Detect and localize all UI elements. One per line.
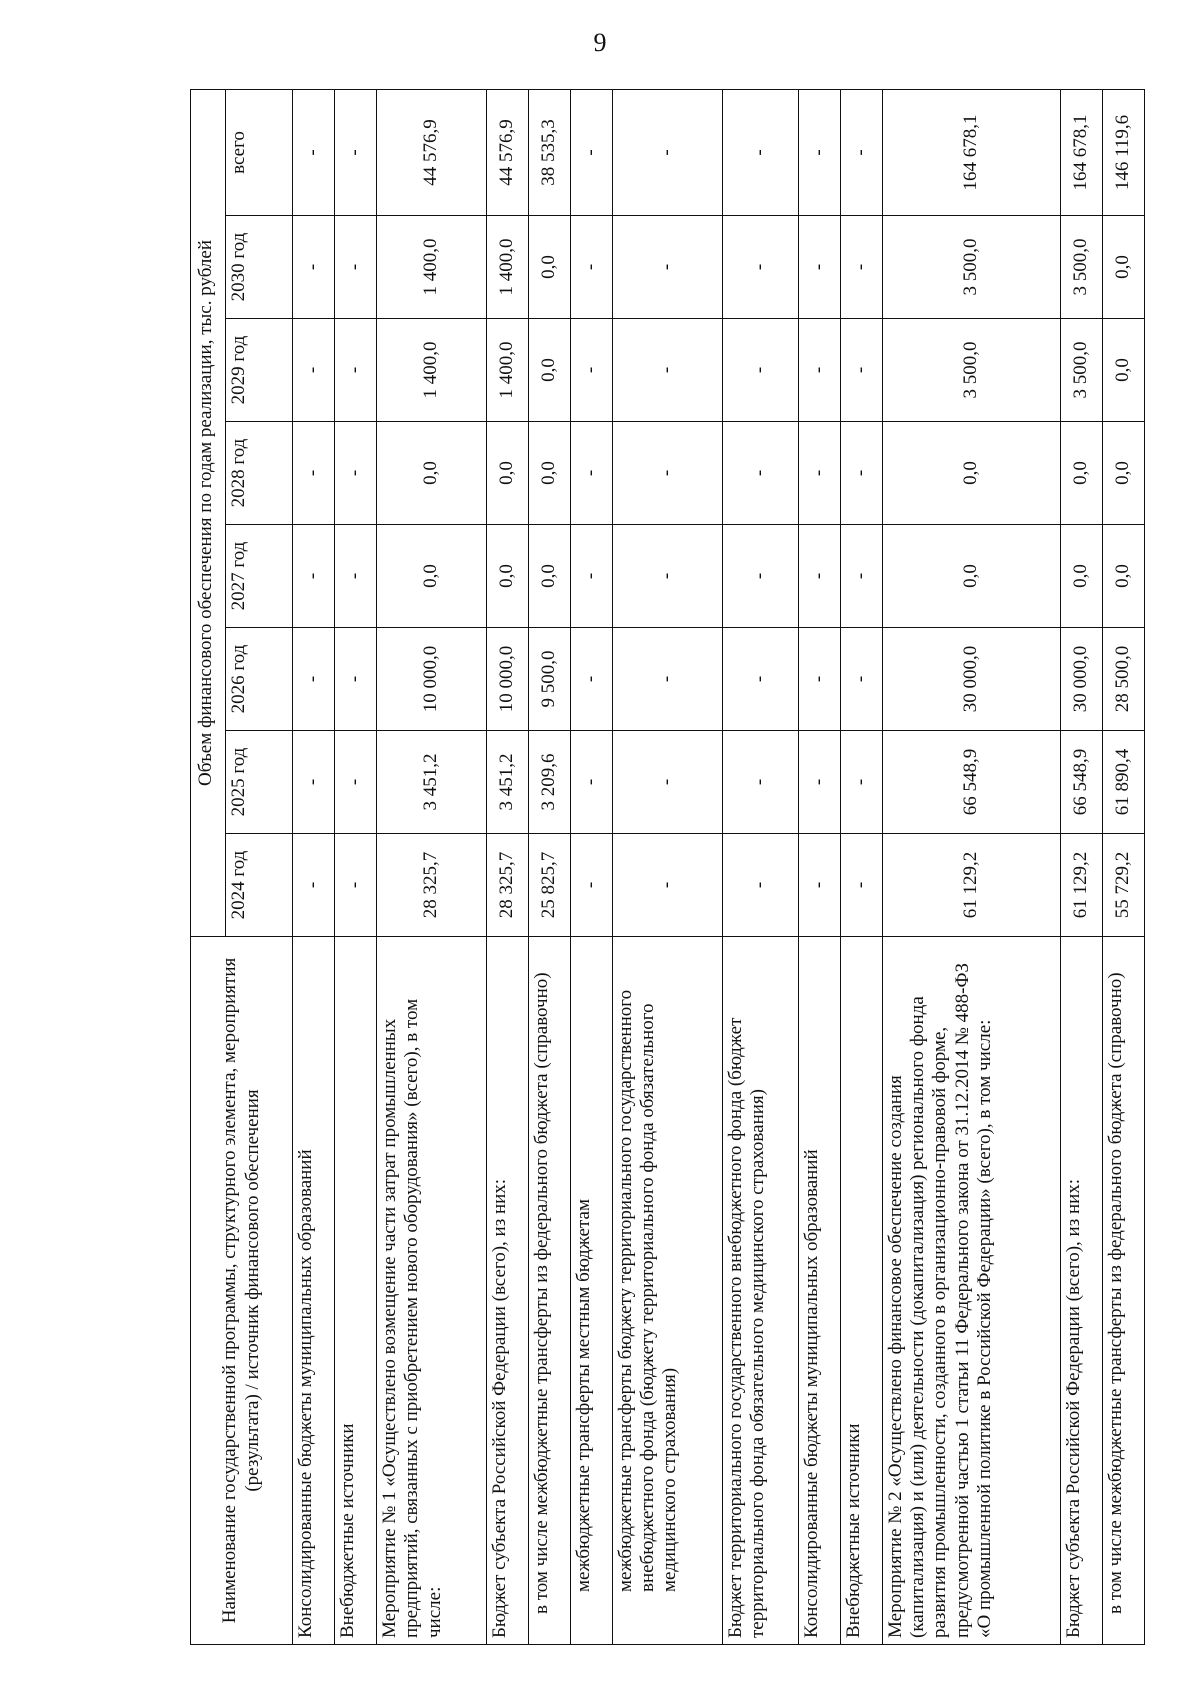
value-cell: - <box>722 628 798 731</box>
total-cell: - <box>798 89 840 215</box>
value-cell: - <box>612 422 722 525</box>
header-year: 2025 год <box>226 731 293 834</box>
value-cell: 1 400,0 <box>486 319 528 422</box>
value-cell: - <box>570 422 612 525</box>
value-cell: - <box>798 216 840 319</box>
total-cell: - <box>293 89 335 215</box>
value-cell: 1 400,0 <box>486 216 528 319</box>
value-cell: 25 825,7 <box>528 834 570 937</box>
value-cell: - <box>798 834 840 937</box>
value-cell: 28 325,7 <box>376 834 486 937</box>
header-total: всего <box>226 89 293 215</box>
value-cell: - <box>334 834 376 937</box>
value-cell: - <box>334 422 376 525</box>
value-cell: - <box>840 834 882 937</box>
value-cell: 66 548,9 <box>882 731 1061 834</box>
header-year: 2029 год <box>226 319 293 422</box>
value-cell: 9 500,0 <box>528 628 570 731</box>
table-row <box>334 89 376 1644</box>
value-cell: - <box>612 216 722 319</box>
value-cell: 0,0 <box>1103 319 1145 422</box>
table-row <box>840 89 882 1644</box>
value-cell: - <box>798 525 840 628</box>
value-cell: - <box>293 525 335 628</box>
value-cell: - <box>612 319 722 422</box>
value-cell: 0,0 <box>528 422 570 525</box>
header-year: 2030 год <box>226 216 293 319</box>
value-cell: - <box>722 731 798 834</box>
value-cell: - <box>840 422 882 525</box>
row-name-cell: в том числе межбюджетные трансферты из федерального бюджета (справочно) <box>1103 937 1145 1645</box>
value-cell: 10 000,0 <box>376 628 486 731</box>
value-cell: 0,0 <box>882 525 1061 628</box>
value-cell: 0,0 <box>882 422 1061 525</box>
value-cell: 0,0 <box>376 422 486 525</box>
value-cell: 3 500,0 <box>1061 216 1103 319</box>
value-cell: - <box>798 731 840 834</box>
value-cell: 0,0 <box>528 216 570 319</box>
value-cell: - <box>293 319 335 422</box>
value-cell: - <box>293 422 335 525</box>
table-row <box>486 89 528 1644</box>
value-cell: 0,0 <box>528 525 570 628</box>
value-cell: - <box>612 834 722 937</box>
value-cell: 3 451,2 <box>486 731 528 834</box>
table-row <box>528 89 570 1644</box>
value-cell: - <box>570 731 612 834</box>
row-name-cell: межбюджетные трансферты местным бюджетам <box>570 937 612 1645</box>
row-name-cell: Мероприятие № 2 «Осуществлено финансовое обеспечение создания (капитализация) и (или) деятельности (докапитализация) регионального фонда развития промышленности, созданного в организационно-правовой форме, предусмотренной частью 1 статьи 11 Федерального закона от 31.12.2014 № 488-ФЗ «О промышленной политике в Российской Федерации» (всего), в том числе: <box>882 937 1061 1645</box>
value-cell: 3 500,0 <box>1061 319 1103 422</box>
header-row-group <box>191 89 226 1644</box>
value-cell: 28 500,0 <box>1103 628 1145 731</box>
table-body <box>293 89 1145 1644</box>
value-cell: 30 000,0 <box>1061 628 1103 731</box>
total-cell: - <box>722 89 798 215</box>
header-name-column: Наименование государственной программы, структурного элемента, мероприятия (результата) / источник финансового обеспечения <box>191 937 293 1645</box>
row-name-cell: Бюджет субъекта Российской Федерации (всего), из них: <box>486 937 528 1645</box>
value-cell: - <box>798 422 840 525</box>
row-name-cell: Внебюджетные источники <box>334 937 376 1645</box>
value-cell: 66 548,9 <box>1061 731 1103 834</box>
value-cell: - <box>612 525 722 628</box>
table-row <box>798 89 840 1644</box>
value-cell: - <box>570 216 612 319</box>
value-cell: 0,0 <box>1103 216 1145 319</box>
table-row <box>612 89 722 1644</box>
value-cell: 0,0 <box>1061 422 1103 525</box>
value-cell: 1 400,0 <box>376 216 486 319</box>
value-cell: 1 400,0 <box>376 319 486 422</box>
value-cell: - <box>570 319 612 422</box>
row-name-cell: Мероприятие № 1 «Осуществлено возмещение части затрат промышленных предприятий, связанных с приобретением нового оборудования» (всего), в том числе: <box>376 937 486 1645</box>
value-cell: 3 500,0 <box>882 319 1061 422</box>
total-cell: 44 576,9 <box>486 89 528 215</box>
header-year: 2024 год <box>226 834 293 937</box>
value-cell: - <box>722 422 798 525</box>
value-cell: 28 325,7 <box>486 834 528 937</box>
value-cell: 0,0 <box>1103 525 1145 628</box>
table-row <box>882 89 1061 1644</box>
value-cell: 0,0 <box>1061 525 1103 628</box>
value-cell: - <box>840 216 882 319</box>
value-cell: - <box>798 628 840 731</box>
page-number: 9 <box>593 28 607 57</box>
value-cell: - <box>840 731 882 834</box>
row-name-cell: Внебюджетные источники <box>840 937 882 1645</box>
value-cell: - <box>612 731 722 834</box>
table-row <box>570 89 612 1644</box>
value-cell: - <box>334 731 376 834</box>
total-cell: 164 678,1 <box>882 89 1061 215</box>
value-cell: - <box>334 216 376 319</box>
header-group-title: Объем финансового обеспечения по годам реализации, тыс. рублей <box>191 89 226 936</box>
table-row <box>1103 89 1145 1644</box>
value-cell: 61 129,2 <box>1061 834 1103 937</box>
value-cell: 0,0 <box>486 422 528 525</box>
value-cell: - <box>840 319 882 422</box>
value-cell: 3 209,6 <box>528 731 570 834</box>
value-cell: 55 729,2 <box>1103 834 1145 937</box>
value-cell: 3 451,2 <box>376 731 486 834</box>
total-cell: - <box>612 89 722 215</box>
value-cell: - <box>722 216 798 319</box>
total-cell: 38 535,3 <box>528 89 570 215</box>
total-cell: 146 119,6 <box>1103 89 1145 215</box>
finance-table <box>190 89 1145 1645</box>
value-cell: - <box>798 319 840 422</box>
value-cell: - <box>722 834 798 937</box>
row-name-cell: Бюджет субъекта Российской Федерации (всего), из них: <box>1061 937 1103 1645</box>
value-cell: - <box>570 628 612 731</box>
total-cell: 164 678,1 <box>1061 89 1103 215</box>
row-name-cell: Бюджет территориального государственного внебюджетного фонда (бюджет территориального фонда обязательного медицинского страхования) <box>722 937 798 1645</box>
value-cell: - <box>334 628 376 731</box>
value-cell: - <box>334 525 376 628</box>
value-cell: 0,0 <box>1103 422 1145 525</box>
value-cell: 61 129,2 <box>882 834 1061 937</box>
row-name-cell: Консолидированные бюджеты муниципальных образований <box>293 937 335 1645</box>
total-cell: - <box>840 89 882 215</box>
value-cell: 61 890,4 <box>1103 731 1145 834</box>
total-cell: - <box>334 89 376 215</box>
value-cell: 0,0 <box>376 525 486 628</box>
value-cell: - <box>840 525 882 628</box>
table-row <box>293 89 335 1644</box>
table-row <box>722 89 798 1644</box>
value-cell: 10 000,0 <box>486 628 528 731</box>
value-cell: - <box>334 319 376 422</box>
value-cell: - <box>722 319 798 422</box>
finance-table-container <box>190 90 1145 1645</box>
row-name-cell: межбюджетные трансферты бюджету территориального государственного внебюджетного фонда (бюджету территориального фонда обязательного медицинского страхования) <box>612 937 722 1645</box>
row-name-cell: Консолидированные бюджеты муниципальных образований <box>798 937 840 1645</box>
header-year: 2026 год <box>226 628 293 731</box>
value-cell: - <box>570 525 612 628</box>
table-header <box>191 89 293 1644</box>
total-cell: - <box>570 89 612 215</box>
table-row <box>376 89 486 1644</box>
row-name-cell: в том числе межбюджетные трансферты из федерального бюджета (справочно) <box>528 937 570 1645</box>
value-cell: - <box>293 628 335 731</box>
value-cell: - <box>293 834 335 937</box>
value-cell: - <box>293 216 335 319</box>
header-year: 2027 год <box>226 525 293 628</box>
value-cell: - <box>722 525 798 628</box>
value-cell: - <box>570 834 612 937</box>
value-cell: 0,0 <box>486 525 528 628</box>
value-cell: - <box>612 628 722 731</box>
value-cell: 3 500,0 <box>882 216 1061 319</box>
header-year: 2028 год <box>226 422 293 525</box>
table-row <box>1061 89 1103 1644</box>
value-cell: - <box>293 731 335 834</box>
value-cell: 0,0 <box>528 319 570 422</box>
total-cell: 44 576,9 <box>376 89 486 215</box>
value-cell: 30 000,0 <box>882 628 1061 731</box>
value-cell: - <box>840 628 882 731</box>
